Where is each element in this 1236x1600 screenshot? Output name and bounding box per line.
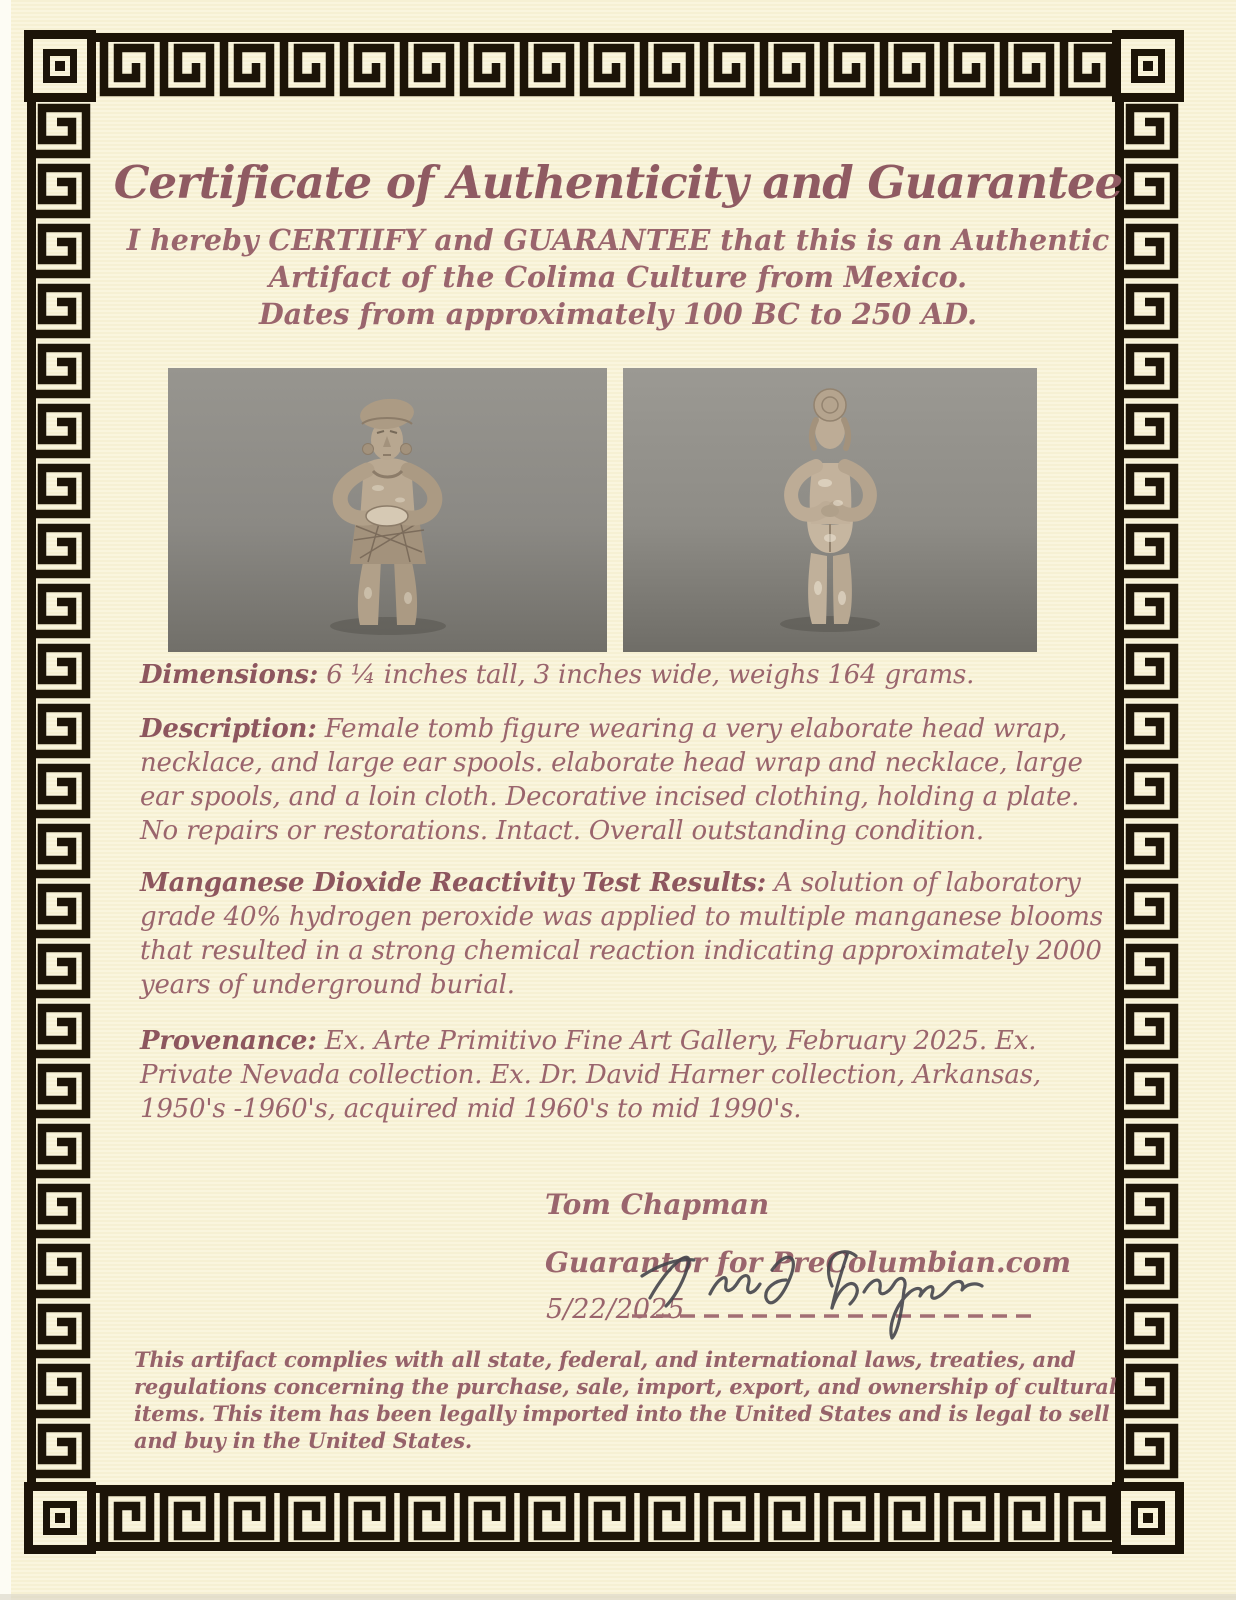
guarantor-role: Guarantor for PreColumbian.com bbox=[545, 1246, 1072, 1279]
provenance-section bbox=[140, 1024, 1115, 1126]
signature-date: 5/22/2025 bbox=[546, 1294, 685, 1325]
statement-line: Dates from approximately 100 BC to 250 AD. bbox=[258, 297, 978, 331]
certificate-title: Certificate of Authenticity and Guarantee bbox=[113, 156, 1123, 210]
artifact-photo-front bbox=[168, 368, 607, 652]
handwritten-signature bbox=[636, 1222, 988, 1344]
section-text: A solution of laboratory grade 40% hydrogen peroxide was applied to multiple manganese blooms that resulted in a strong chemical reaction indicating approximately 2000 years of underground burial. bbox=[140, 868, 1103, 1000]
scan-edge-artifact bbox=[0, 1594, 1236, 1600]
section-text: 6 ¼ inches tall, 3 inches wide, weighs 164 grams. bbox=[326, 660, 975, 690]
statement-line: Artifact of the Colima Culture from Mexico. bbox=[268, 260, 968, 294]
section-label: Description: bbox=[140, 714, 317, 744]
section-text: Female tomb figure wearing a very elaborate head wrap, necklace, and large ear spools. elaborate head wrap and necklace, large ear spools, and a loin cloth. Decorative incised clothing, holding a plate. No repairs or restorations. Intact. Overall outstanding condition. bbox=[140, 714, 1083, 846]
section-text: Ex. Arte Primitivo Fine Art Gallery, February 2025. Ex. Private Nevada collection. Ex. Dr. David Harner collection, Arkansas, 1950's -1960's, acquired mid 1960's to mid 1990's. bbox=[140, 1026, 1041, 1124]
description-section bbox=[140, 712, 1115, 848]
statement-line: I hereby CERTIIFY and GUARANTEE that this is an Authentic bbox=[126, 223, 1110, 257]
scan-edge-artifact bbox=[0, 0, 11, 1600]
certification-statement bbox=[96, 222, 1140, 333]
legal-disclaimer: This artifact complies with all state, federal, and international laws, treaties, and regulations concerning the purchase, sale, import, export, and ownership of cultural items. This item has been legally imported into the United States and is legal to sell and buy in the United States. bbox=[134, 1347, 1117, 1453]
figure-back-illustration bbox=[623, 368, 1037, 652]
dimensions-section bbox=[140, 658, 1115, 692]
guarantor-name: Tom Chapman bbox=[545, 1188, 770, 1221]
test-results-section bbox=[140, 866, 1115, 1002]
artifact-photo-back bbox=[623, 368, 1037, 652]
section-label: Manganese Dioxide Reactivity Test Results: bbox=[140, 868, 767, 898]
section-label: Dimensions: bbox=[140, 660, 319, 690]
figure-front-illustration bbox=[168, 368, 607, 652]
section-label: Provenance: bbox=[140, 1026, 317, 1056]
